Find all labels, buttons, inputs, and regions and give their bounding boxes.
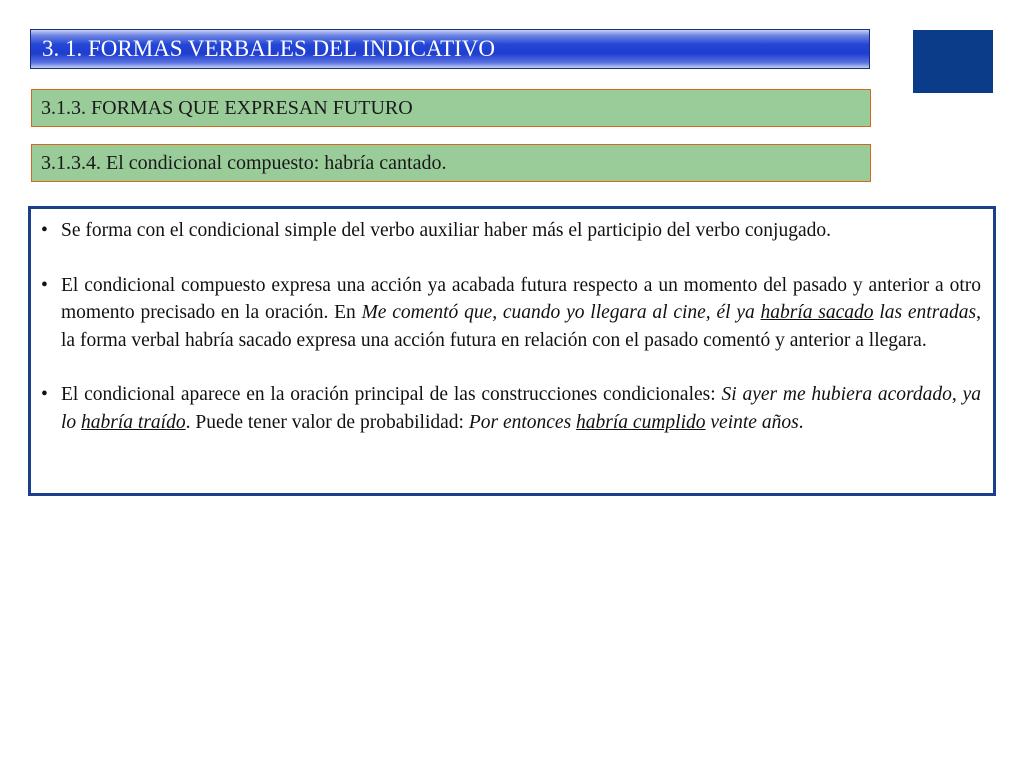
content-box: [28, 206, 996, 496]
example-sentence: Si ayer me hubiera acordado, ya lo: [61, 384, 981, 433]
bullet-item-3: [41, 381, 981, 436]
bullet-item-2: [41, 272, 981, 355]
bullet-text: [61, 381, 981, 436]
bullet-icon: •: [41, 220, 48, 241]
corner-decoration: [913, 30, 993, 93]
subsection-heading: 3.1.3.4. El condicional compuesto: habría cantado.: [31, 144, 871, 182]
slide-title: 3. 1. FORMAS VERBALES DEL INDICATIVO: [30, 29, 870, 69]
example-sentence: las entradas: [873, 302, 977, 323]
example-sentence: veinte años: [705, 411, 799, 433]
highlighted-verb: habría cumplido: [576, 411, 706, 433]
section-heading: 3.1.3. FORMAS QUE EXPRESAN FUTURO: [31, 89, 871, 127]
text-run: El condicional aparece en la oración principal de las construcciones condicionales:: [61, 384, 722, 405]
bullet-item-1: [41, 217, 981, 245]
bullet-icon: •: [41, 274, 48, 296]
text-run: Se forma con el condicional simple del verbo auxiliar haber más el participio del verbo conjugado.: [61, 220, 831, 241]
bullet-text: [61, 217, 981, 245]
bullet-text: [61, 272, 981, 355]
text-run: El condicional compuesto expresa una acción ya acabada futura respecto a un momento del pasado y anterior a otro momento precisado en la oración. En: [61, 274, 981, 323]
example-sentence: Me comentó que, cuando yo llegara al cine, él ya: [361, 302, 761, 323]
text-run: . Puede tener valor de probabilidad:: [185, 411, 469, 433]
text-run: , la forma verbal habría sacado expresa una acción futura en relación con el pasado comentó y anterior a llegara.: [61, 302, 982, 351]
text-run: .: [798, 411, 804, 433]
example-sentence: Por entonces: [468, 411, 577, 433]
highlighted-verb: habría sacado: [760, 302, 874, 323]
highlighted-verb: habría traído: [81, 411, 186, 433]
bullet-icon: •: [41, 384, 48, 405]
